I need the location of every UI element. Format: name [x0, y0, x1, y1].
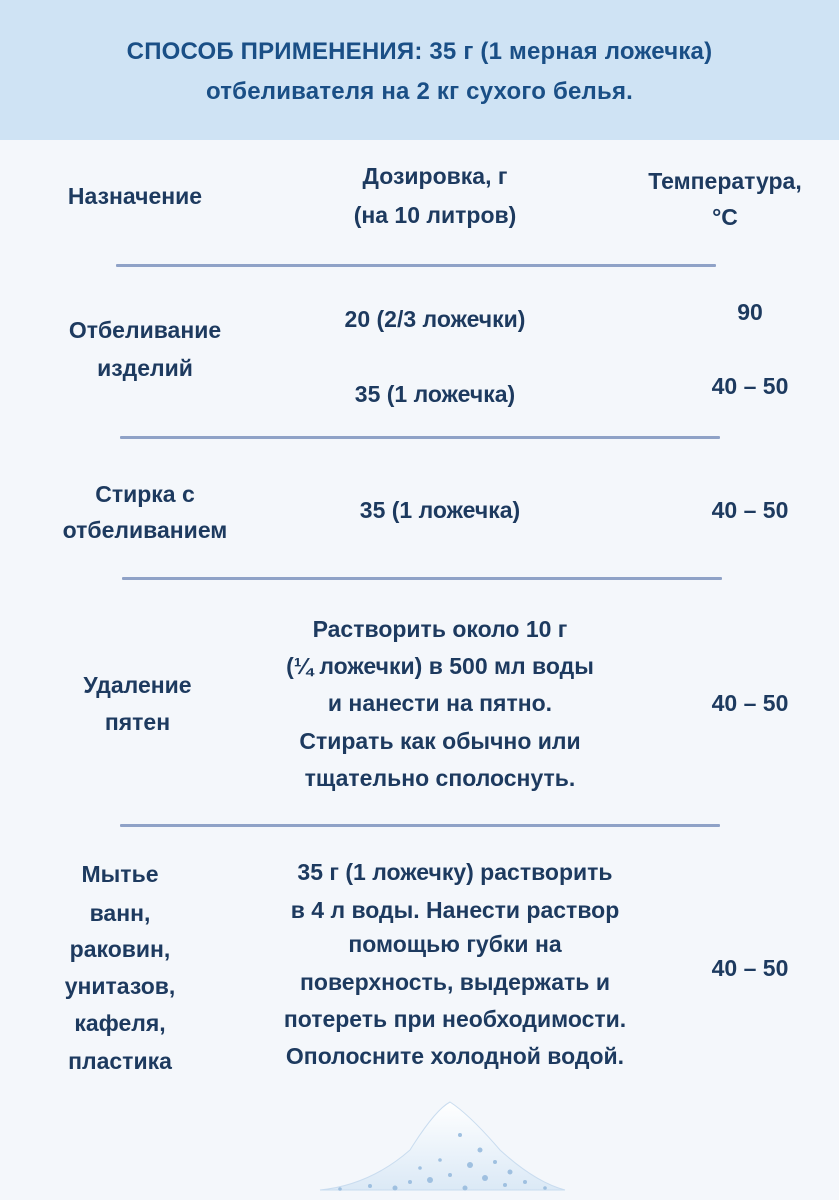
row-4-purpose-line-2: ванн, [89, 900, 151, 926]
row-3-dosage-line-1: Растворить около 10 г [312, 616, 568, 642]
column-header-dosage-line-2: (на 10 литров) [353, 202, 517, 228]
row-4-dosage-line-3: помощью губки на [348, 931, 562, 957]
row-4-purpose-line-3: раковин, [69, 936, 171, 962]
row-4-dosage-line-6: Ополосните холодной водой. [285, 1043, 625, 1069]
separator [116, 264, 716, 267]
row-3-purpose-line-1: Удаление [83, 672, 192, 698]
header-line-1: СПОСОБ ПРИМЕНЕНИЯ: 35 г (1 мерная ложечка) [126, 38, 713, 65]
row-2-purpose-line-2: отбеливанием [62, 517, 228, 543]
powder-heap-image [310, 1090, 570, 1200]
row-3-dosage-line-2: (¼ ложечки) в 500 мл воды [286, 653, 594, 679]
row-2-purpose-line-1: Стирка с [95, 481, 195, 507]
row-1-purpose-line-1: Отбеливание [68, 317, 222, 343]
column-header-temperature-line-2: °С [712, 204, 738, 230]
row-2-dosage: 35 (1 ложечка) [359, 497, 521, 523]
row-3-purpose-line-2: пятен [104, 709, 171, 735]
row-3-temperature: 40 – 50 [711, 690, 789, 716]
row-1-temperature-line-1: 90 [737, 299, 763, 325]
column-header-temperature-line-1: Температура, [648, 168, 802, 194]
row-1-dosage-line-2: 35 (1 ложечка) [354, 381, 516, 407]
row-3-dosage-line-3: и нанести на пятно. [327, 690, 553, 716]
row-4-temperature: 40 – 50 [711, 955, 789, 981]
row-3-dosage-line-5: тщательно сполоснуть. [304, 765, 576, 791]
row-4-purpose-line-6: пластика [68, 1048, 172, 1074]
row-2-temperature: 40 – 50 [711, 497, 789, 523]
row-4-dosage-line-4: поверхность, выдержать и [300, 969, 610, 995]
row-4-dosage-line-5: потереть при необходимости. [283, 1006, 627, 1032]
separator [120, 436, 720, 439]
row-4-purpose-line-4: унитазов, [64, 973, 176, 999]
row-4-dosage-line-2: в 4 л воды. Нанести раствор [290, 897, 620, 923]
row-4-purpose-line-1: Мытье [81, 861, 159, 887]
column-header-dosage-line-1: Дозировка, г [362, 163, 508, 189]
row-1-temperature-line-2: 40 – 50 [711, 373, 789, 399]
header-banner [0, 0, 839, 140]
separator [120, 824, 720, 827]
row-3-dosage-line-4: Стирать как обычно или [299, 728, 581, 754]
column-header-purpose: Назначение [67, 183, 203, 209]
row-4-dosage-line-1: 35 г (1 ложечку) растворить [297, 859, 613, 885]
separator [122, 577, 722, 580]
header-line-2: отбеливателя на 2 кг сухого белья. [205, 78, 634, 105]
row-1-purpose-line-2: изделий [97, 355, 193, 381]
row-4-purpose-line-5: кафеля, [74, 1010, 166, 1036]
row-1-dosage-line-1: 20 (2/3 ложечки) [344, 306, 526, 332]
